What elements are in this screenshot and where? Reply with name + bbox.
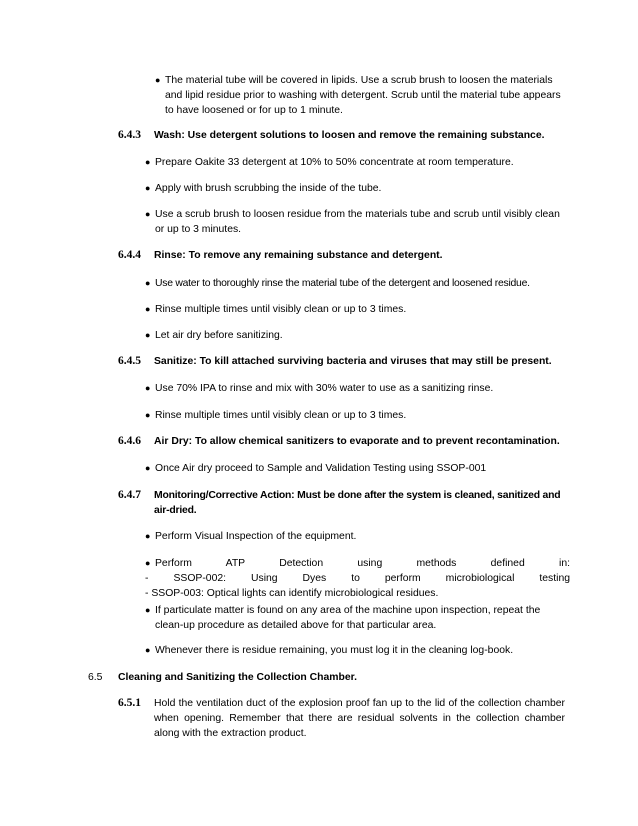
list-item [145, 461, 570, 476]
bullet-text: Use a scrub brush to loosen residue from the materials tube and scrub until visibly clean or up to 3 minutes. [155, 209, 560, 235]
paragraph-6-5-1 [118, 696, 565, 741]
section-heading-6-5 [88, 670, 558, 685]
section-title: Sanitize: To kill attached surviving bacteria and viruses that may still be present. [154, 356, 552, 367]
bullet-icon: ● [145, 558, 151, 568]
bullet-text: Use water to thoroughly rinse the material tube of the detergent and loosened residue. [155, 278, 530, 289]
list-item [145, 181, 570, 196]
atp-bullet-body [145, 556, 570, 601]
section-title: Cleaning and Sanitizing the Collection Chamber. [118, 672, 358, 683]
bullet-text: Let air dry before sanitizing. [155, 330, 283, 341]
atp-subline-ssop-002: - SSOP-002: Using Dyes to perform microbiological testing [145, 573, 570, 584]
section-number: 6.4.6 [118, 435, 141, 447]
section-number: 6.5 [88, 672, 103, 683]
bullet-icon: ● [145, 330, 151, 340]
bullet-text: Rinse multiple times until visibly clean or up to 3 times. [155, 304, 407, 315]
section-heading-6-4-7 [118, 488, 573, 518]
section-heading-6-4-3 [118, 128, 568, 143]
bullet-text: Whenever there is residue remaining, you must log it in the cleaning log-book. [155, 645, 514, 656]
list-item [145, 556, 570, 601]
section-title: Monitoring/Corrective Action: Must be done after the system is cleaned, sanitized and air-dried. [154, 490, 561, 516]
bullet-icon: ● [145, 304, 151, 314]
atp-subline-ssop-003: - SSOP-003: Optical lights can identify microbiological residues. [145, 588, 439, 599]
bullet-text: Once Air dry proceed to Sample and Validation Testing using SSOP-001 [155, 463, 487, 474]
bullet-text: Prepare Oakite 33 detergent at 10% to 50% concentrate at room temperature. [155, 157, 514, 168]
bullet-text: If particulate matter is found on any area of the machine upon inspection, repeat the clean-up procedure as detailed above for that particular area. [155, 605, 541, 631]
paragraph-text: Hold the ventilation duct of the explosion proof fan up to the lid of the collection chamber when opening. Remember that there are residual solvents in the collection chamber along with the extraction product. [154, 698, 565, 739]
list-item [145, 603, 570, 633]
section-number: 6.4.5 [118, 355, 141, 367]
list-item [145, 529, 570, 544]
bullet-icon: ● [145, 183, 151, 193]
list-item [145, 155, 570, 170]
bullet-icon: ● [145, 410, 151, 420]
bullet-text: Rinse multiple times until visibly clean or up to 3 times. [155, 410, 407, 421]
list-item [145, 381, 570, 396]
list-item [145, 302, 570, 317]
bullet-icon: ● [145, 157, 151, 167]
section-number: 6.4.3 [118, 129, 141, 141]
bullet-text: Perform ATP Detection using methods defined in: [155, 558, 570, 569]
bullet-icon: ● [145, 278, 151, 288]
list-item [145, 276, 575, 291]
bullet-text: Use 70% IPA to rinse and mix with 30% water to use as a sanitizing rinse. [155, 383, 494, 394]
paragraph-number: 6.5.1 [118, 697, 141, 709]
list-item [145, 643, 570, 658]
bullet-icon: ● [145, 209, 151, 219]
bullet-text: Perform Visual Inspection of the equipment. [155, 531, 357, 542]
section-heading-6-4-5 [118, 354, 578, 369]
section-title: Air Dry: To allow chemical sanitizers to evaporate and to prevent recontamination. [154, 436, 560, 447]
bullet-icon: ● [145, 531, 151, 541]
section-title: Wash: Use detergent solutions to loosen and remove the remaining substance. [154, 130, 545, 141]
section-title: Rinse: To remove any remaining substance and detergent. [154, 250, 443, 261]
section-number: 6.4.4 [118, 249, 141, 261]
bullet-icon: ● [145, 463, 151, 473]
bullet-icon: ● [145, 605, 151, 615]
bullet-icon: ● [145, 383, 151, 393]
list-item [145, 408, 570, 423]
list-item [145, 328, 570, 343]
bullet-text: The material tube will be covered in lipids. Use a scrub brush to loosen the materials and lipid residue prior to washing with detergent. Scrub until the material tube appears to have loosened or for up to 1 minute. [165, 75, 561, 116]
section-number: 6.4.7 [118, 489, 141, 501]
section-heading-6-4-4 [118, 248, 568, 263]
bullet-icon: ● [145, 645, 151, 655]
list-item [155, 73, 565, 118]
bullet-icon: ● [155, 75, 161, 85]
section-heading-6-4-6 [118, 434, 578, 449]
bullet-text: Apply with brush scrubbing the inside of the tube. [155, 183, 382, 194]
list-item [145, 207, 570, 237]
